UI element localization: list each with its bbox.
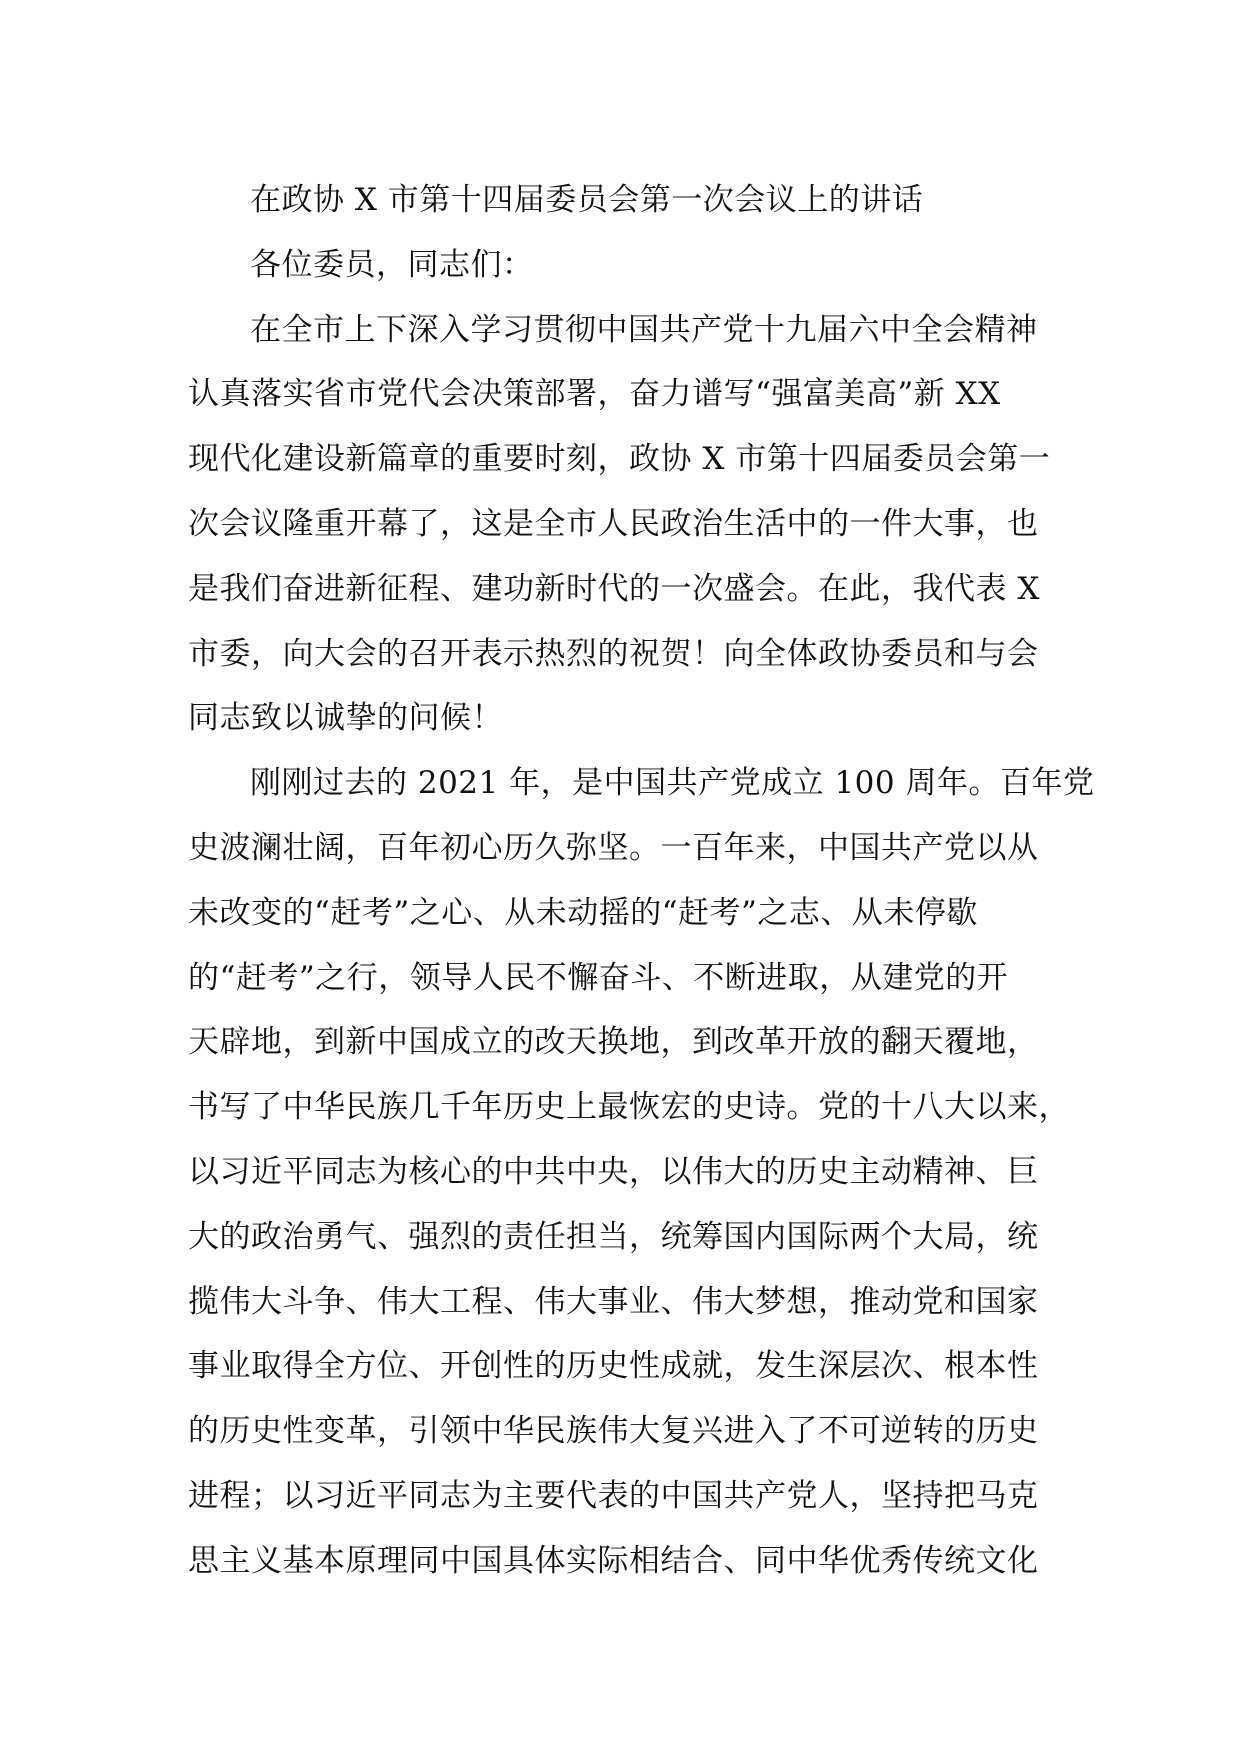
- paragraph-line: 在全市上下深入学习贯彻中国共产党十九届六中全会精神: [250, 311, 1038, 348]
- paragraph-line: 揽伟大斗争、伟大工程、伟大事业、伟大梦想，推动党和国家: [188, 1283, 1039, 1320]
- paragraph-line: 思主义基本原理同中国具体实际相结合、同中华优秀传统文化: [188, 1542, 1039, 1579]
- paragraph-line: 现代化建设新篇章的重要时刻，政协 X 市第十四届委员会第一: [188, 441, 1051, 478]
- paragraph-line: 以习近平同志为核心的中共中央，以伟大的历史主动精神、巨: [188, 1153, 1039, 1190]
- paragraph-line: 事业取得全方位、开创性的历史性成就，发生深层次、根本性: [188, 1348, 1039, 1385]
- paragraph-line: 天辟地，到新中国成立的改天换地，到改革开放的翻天覆地，: [188, 1024, 1039, 1061]
- paragraph-line: 的历史性变革，引领中华民族伟大复兴进入了不可逆转的历史: [188, 1413, 1039, 1450]
- document-body: [188, 168, 1095, 1594]
- paragraph-line: 进程；以习近平同志为主要代表的中国共产党人，坚持把马克: [188, 1477, 1039, 1514]
- salutation: 各位委员，同志们：: [250, 246, 534, 283]
- paragraph-line: 刚刚过去的 2021 年，是中国共产党成立 100 周年。百年党: [250, 765, 1095, 802]
- paragraph-line: 次会议隆重开幕了，这是全市人民政治生活中的一件大事，也: [188, 505, 1039, 542]
- paragraph-line: 是我们奋进新征程、建功新时代的一次盛会。在此，我代表 X: [188, 570, 1040, 607]
- paragraph-line: 的“赶考”之行，领导人民不懈奋斗、不断进取，从建党的开: [188, 959, 1009, 996]
- paragraph-2: [188, 751, 1095, 1593]
- paragraph-line: 未改变的“赶考”之心、从未动摇的“赶考”之志、从未停歇: [188, 894, 978, 931]
- paragraph-line: 市委，向大会的召开表示热烈的祝贺！向全体政协委员和与会: [188, 635, 1039, 672]
- paragraph-line: 认真落实省市党代会决策部署，奋力谱写“强富美高”新 XX: [188, 376, 1001, 413]
- paragraph-line: 同志致以诚挚的问候！: [188, 700, 503, 737]
- paragraph-1: [188, 298, 1068, 752]
- document-title: 在政协 X 市第十四届委员会第一次会议上的讲话: [250, 182, 924, 218]
- paragraph-line: 书写了中华民族几千年历史上最恢宏的史诗。党的十八大以来，: [188, 1089, 1070, 1126]
- paragraph-line: 大的政治勇气、强烈的责任担当，统筹国内国际两个大局，统: [188, 1218, 1039, 1255]
- paragraph-line: 史波澜壮阔，百年初心历久弥坚。一百年来，中国共产党以从: [188, 829, 1039, 866]
